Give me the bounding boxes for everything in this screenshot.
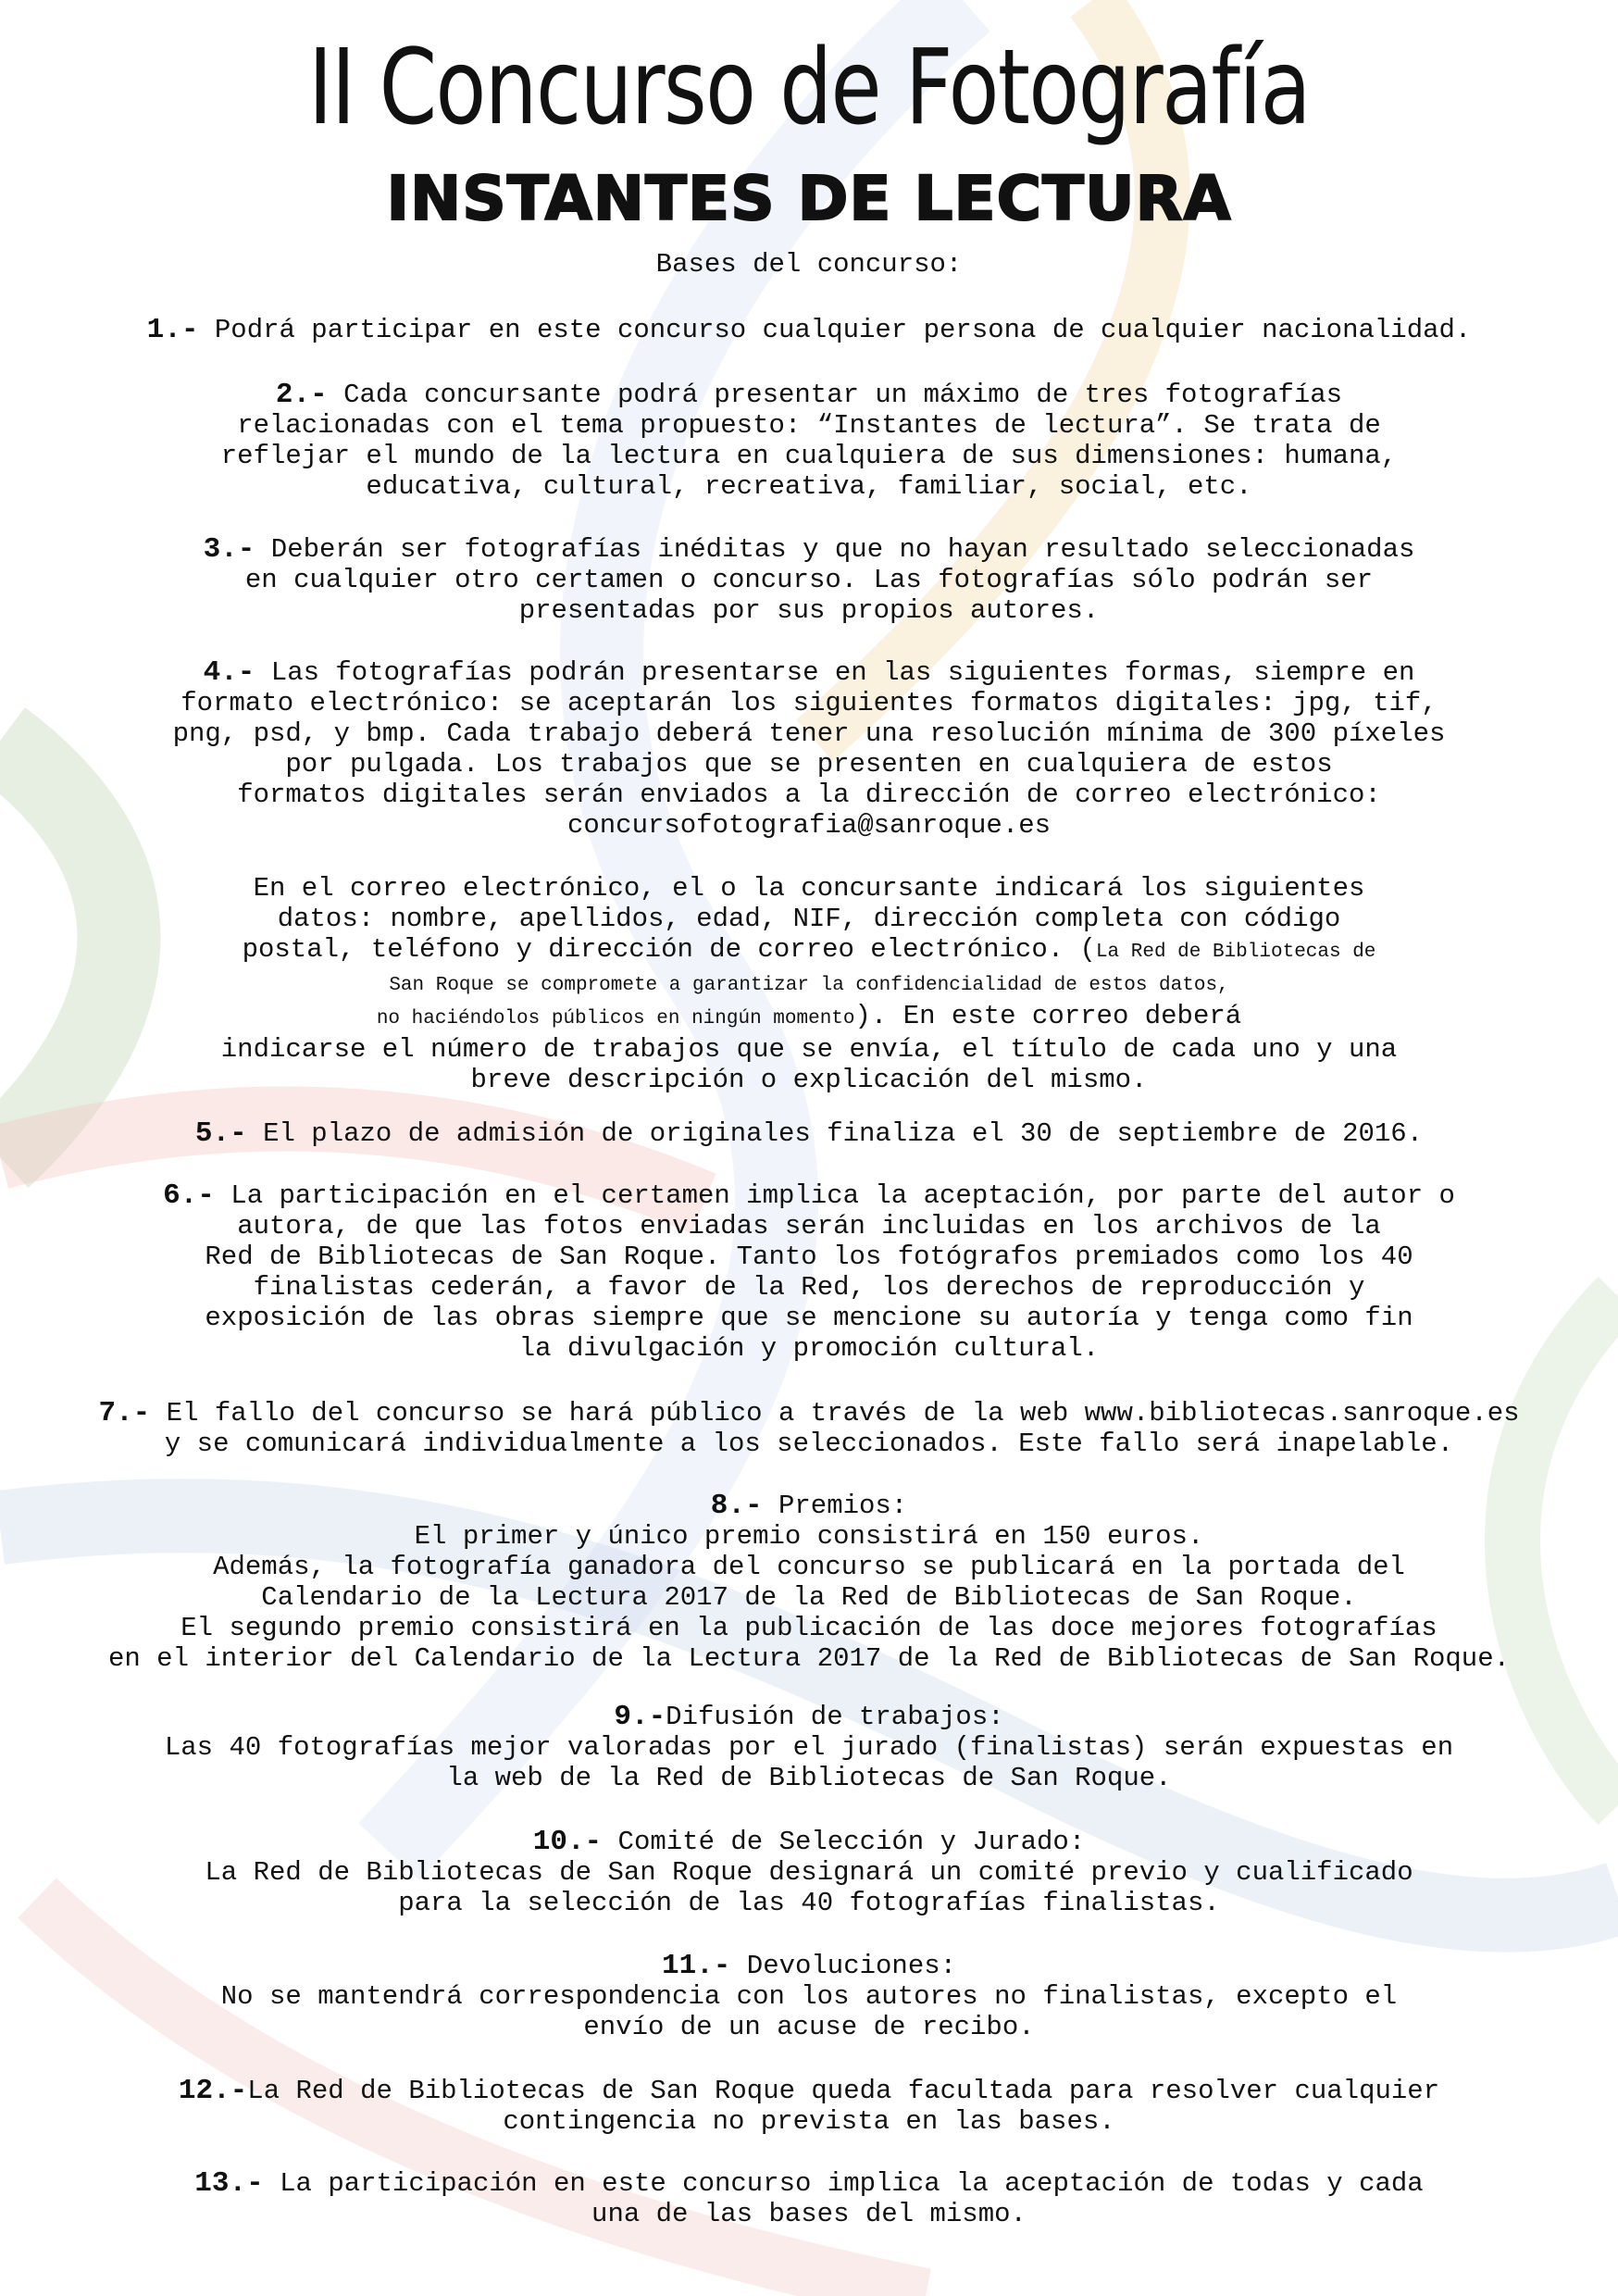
clause-11 [19, 1951, 1599, 2042]
clause-4 [19, 657, 1599, 841]
clause-text: Cada concursante podrá presentar un máximo de tres fotografías relacionadas con el tema propuesto: “Instantes de lectura”. Se trata de reflejar el mundo de la lectura en cualquiera de sus dimensiones: humana, educativa, cultural, recreativa, familiar, social, etc. [220, 380, 1398, 502]
clause-3 [19, 534, 1599, 626]
clause-text: Premios: El primer y único premio consistirá en 150 euros. Además, la fotografía ganadora del concurso se publicará en la portada del Calendario de la Lectura 2017 de la Red de Bibliotecas de San Roque. El segundo premio consistirá en la publicación de las doce mejores fotografías en el interior del Calendario de la Lectura 2017 de la Red de Bibliotecas de San Roque. [107, 1491, 1511, 1674]
bases-heading: Bases del concurso: [655, 249, 963, 280]
clause-number: 11.- [661, 1950, 731, 1982]
clause-text: En el correo electrónico, el o la concursante indicará los siguientes datos: nombre, apellidos, edad, NIF, dirección completa con código postal, teléfono y dirección de correo electrónico. ( [242, 873, 1365, 965]
clause-number: 7.- [98, 1397, 151, 1429]
clause-6 [19, 1180, 1599, 1364]
clause-12 [19, 2076, 1599, 2137]
clause-13 [19, 2168, 1599, 2229]
clause-text: El plazo de admisión de originales finaliza el 30 de septiembre de 2016. [246, 1118, 1424, 1149]
clause-10 [19, 1827, 1599, 1918]
clause-number: 3.- [203, 533, 255, 566]
page-subtitle: INSTANTES DE LECTURA [386, 163, 1232, 234]
clause-number: 9.- [614, 1701, 666, 1733]
clause-7 [19, 1398, 1599, 1459]
clause-text: Comité de Selección y Jurado: La Red de Bibliotecas de San Roque designará un comité previo y cualificado para la selección de las 40 fotografías finalistas. [205, 1827, 1413, 1918]
page-title: II Concurso de Fotografía [308, 28, 1310, 148]
clause-4-email-details [19, 873, 1599, 1095]
clause-9 [19, 1702, 1599, 1793]
clause-text: Deberán ser fotografías inéditas y que no hayan resultado seleccionadas en cualquier otro certamen o concurso. Las fotografías sólo podrán ser presentadas por sus propios autores. [244, 534, 1415, 626]
clause-1 [19, 315, 1599, 345]
clause-text: El fallo del concurso se hará público a través de la web www.bibliotecas.sanroque.es y se comunicará individualmente a los seleccionados. Este fallo será inapelable. [164, 1398, 1520, 1459]
clause-text: Las fotografías podrán presentarse en las siguientes formas, siempre en formato electrónico: se aceptarán los siguientes formatos digitales: jpg, tif, png, psd, y bmp. Cada trabajo deberá tener una resolución mínima de 300 píxeles por pulgada. Los trabajos que se presenten en cualquiera de estos formatos digitales serán enviados a la dirección de correo electrónico: concursofotografia@sanroque.es [172, 657, 1446, 841]
clause-text: La participación en el certamen implica la aceptación, por parte del autor o autora, de que las fotos enviadas serán incluidas en los archivos de la Red de Bibliotecas de San Roque. Tanto los fotógrafos premiados como los 40 finalistas cederán, a favor de la Red, los derechos de reproducción y exposición de las obras siempre que se mencione su autoría y tenga como fin la divulgación y promoción cultural. [205, 1180, 1455, 1364]
clause-number: 5.- [194, 1117, 247, 1150]
clause-number: 4.- [203, 656, 255, 689]
clause-number: 1.- [146, 314, 199, 346]
clause-number: 12.- [178, 2075, 248, 2107]
clause-number: 8.- [710, 1490, 763, 1522]
clause-number: 10.- [532, 1826, 603, 1858]
clause-text: La Red de Bibliotecas de San Roque queda facultada para resolver cualquier contingencia no prevista en las bases. [247, 2076, 1440, 2137]
clause-number: 2.- [275, 379, 328, 411]
clause-text: Difusión de trabajos: Las 40 fotografías mejor valoradas por el jurado (finalistas) serán expuestas en la web de la Red de Bibliotecas de San Roque. [164, 1702, 1454, 1793]
clause-2 [19, 380, 1599, 502]
clause-text: Devoluciones: No se mantendrá correspondencia con los autores no finalistas, excepto el envío de un acuse de recibo. [220, 1951, 1398, 2042]
clause-text: Podrá participar en este concurso cualquier persona de cualquier nacionalidad. [198, 315, 1472, 345]
clause-5 [19, 1118, 1599, 1149]
clause-text-cont: ). En este correo deberá indicarse el número de trabajos que se envía, el título de cada uno y una breve descripción o explicación del mismo. [220, 1001, 1398, 1095]
privacy-note: La Red de Bibliotecas de San Roque se compromete a garantizar la confidencialidad de estos datos, no haciéndolos públicos en ningún momento [376, 942, 1376, 1029]
clause-text: La participación en este concurso implica la aceptación de todas y cada una de las bases del mismo. [280, 2168, 1424, 2229]
clause-number: 6.- [163, 1179, 215, 1212]
clause-8 [19, 1491, 1599, 1674]
clause-number: 13.- [194, 2167, 264, 2200]
